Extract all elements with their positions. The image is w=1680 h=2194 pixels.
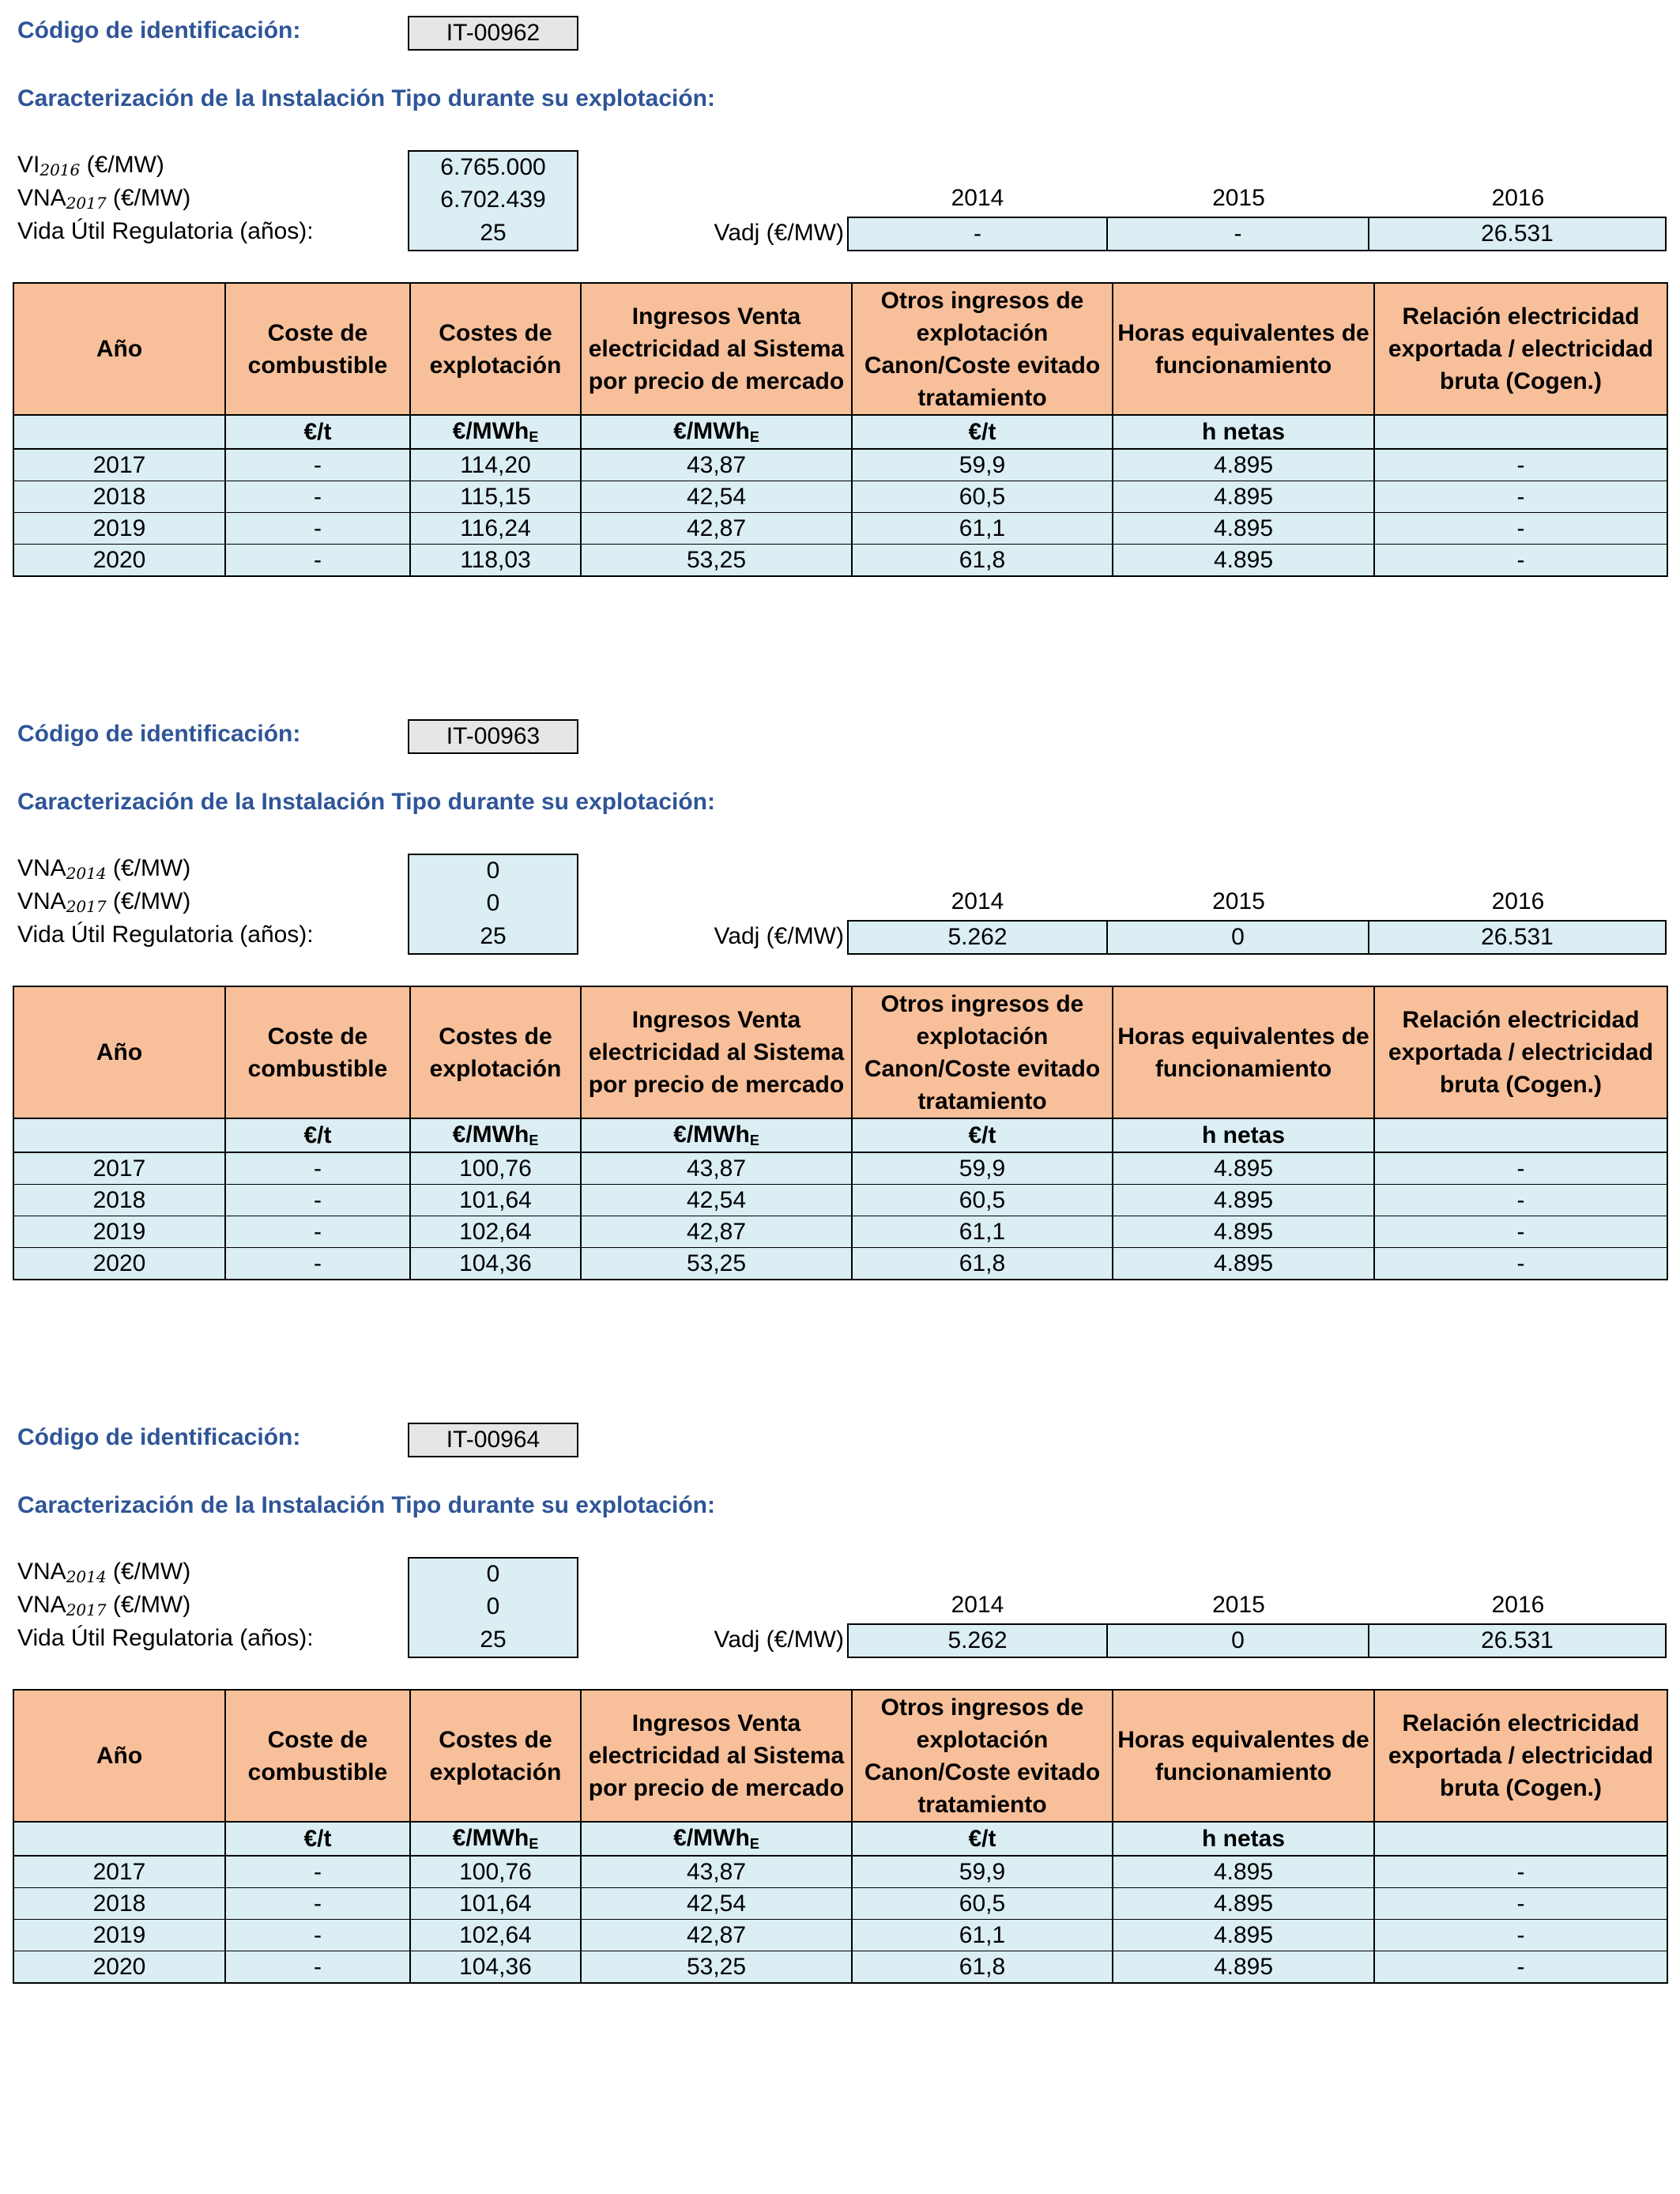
vadj-value-box: 26.531 [1368,217,1667,251]
unit-text: €/MWh [673,1825,750,1851]
param-label [17,1625,314,1652]
vadj-label: Vadj (€/MW) [714,220,844,246]
vadj-value-box: - [1106,217,1369,251]
cost-table [13,986,1668,1280]
section-subtitle: Caracterización de la Instalación Tipo durante su explotación: [17,1492,715,1518]
param-subscript: 2016 [40,160,81,179]
value-cell: 61,8 [852,545,1113,577]
value-cell: 43,87 [581,1856,852,1888]
value-cell: - [225,545,410,577]
value-cell: - [1374,513,1667,545]
value-cell: - [225,1920,410,1951]
unit-cell [581,415,852,449]
unit-subscript: E [749,1133,759,1148]
id-value-box: IT-00964 [408,1423,578,1457]
table-row [13,1216,1667,1248]
unit-cell [1113,415,1374,449]
unit-cell [852,1822,1113,1856]
unit-cell [410,1822,581,1856]
value-cell: 104,36 [410,1248,581,1280]
value-cell: 43,87 [581,449,852,481]
value-cell: - [1374,1216,1667,1248]
value-cell: - [225,1856,410,1888]
value-cell: 118,03 [410,545,581,577]
param-value-box: 25 [408,920,578,955]
param-suffix: (€/MW) [106,185,191,211]
unit-cell [225,1118,410,1152]
unit-subscript: E [529,429,539,445]
value-cell: 101,64 [410,1185,581,1216]
param-subscript: 2017 [66,194,107,213]
table-row [13,1951,1667,1984]
unit-cell [13,1118,225,1152]
units-row [13,1118,1667,1152]
param-label [17,218,314,245]
unit-cell [1374,1822,1667,1856]
vadj-value-box: 26.531 [1368,1623,1667,1658]
unit-text: €/MWh [452,1122,529,1148]
unit-cell [13,1822,225,1856]
unit-cell [225,1822,410,1856]
cost-table [13,1689,1668,1984]
unit-text: h netas [1201,1122,1286,1148]
value-cell: 61,1 [852,1216,1113,1248]
unit-cell [1374,1118,1667,1152]
column-header: Horas equivalentes de funcionamiento [1113,283,1374,415]
table-row [13,1888,1667,1920]
id-value-box: IT-00963 [408,719,578,754]
value-cell: 104,36 [410,1951,581,1984]
table-row [13,481,1667,513]
column-header: Relación electricidad exportada / electricidad bruta (Cogen.) [1374,1690,1667,1822]
vadj-year: 2014 [951,1592,1004,1618]
param-suffix: (€/MW) [106,888,191,914]
column-header: Costes de explotación [410,986,581,1118]
value-cell: 59,9 [852,1856,1113,1888]
header-row [13,986,1667,1118]
unit-cell [1374,415,1667,449]
column-header: Horas equivalentes de funcionamiento [1113,986,1374,1118]
value-cell: 102,64 [410,1920,581,1951]
value-cell: 61,8 [852,1248,1113,1280]
unit-subscript: E [529,1133,539,1148]
value-cell: 53,25 [581,1951,852,1984]
column-header: Otros ingresos de explotación Canon/Coste evitado tratamiento [852,986,1113,1118]
unit-subscript: E [749,1836,759,1852]
unit-text: €/t [968,1122,996,1148]
table-row [13,1920,1667,1951]
value-cell: 4.895 [1113,1951,1374,1984]
param-value-box: 0 [408,1557,578,1592]
vadj-year: 2014 [951,888,1004,914]
value-cell: 4.895 [1113,1856,1374,1888]
param-subscript: 2014 [66,1567,107,1586]
value-cell: 4.895 [1113,1248,1374,1280]
param-label [17,152,164,179]
year-cell: 2020 [13,1248,225,1280]
param-subscript: 2014 [66,864,107,883]
value-cell: 4.895 [1113,449,1374,481]
param-value-box: 6.765.000 [408,150,578,185]
value-cell: 4.895 [1113,1888,1374,1920]
id-label: Código de identificación: [17,17,301,43]
unit-cell [1113,1822,1374,1856]
value-cell: - [1374,1888,1667,1920]
year-cell: 2018 [13,1888,225,1920]
unit-cell [852,1118,1113,1152]
value-cell: 60,5 [852,481,1113,513]
value-cell: 59,9 [852,1152,1113,1185]
param-prefix: VNA [17,888,66,914]
unit-cell [852,415,1113,449]
value-cell: 115,15 [410,481,581,513]
id-label: Código de identificación: [17,1424,301,1450]
column-header: Año [13,986,225,1118]
vadj-value-box: 26.531 [1368,920,1667,955]
column-header: Horas equivalentes de funcionamiento [1113,1690,1374,1822]
value-cell: - [1374,545,1667,577]
value-cell: 101,64 [410,1888,581,1920]
value-cell: 4.895 [1113,1185,1374,1216]
unit-cell [1113,1118,1374,1152]
vadj-year: 2015 [1212,185,1265,211]
value-cell: 59,9 [852,449,1113,481]
value-cell: - [1374,1185,1667,1216]
unit-text: €/t [968,418,996,445]
unit-text: h netas [1201,418,1286,445]
value-cell: 100,76 [410,1152,581,1185]
unit-text: €/MWh [673,418,750,444]
unit-cell [410,415,581,449]
vadj-value-box: 0 [1106,1623,1369,1658]
param-label [17,1592,190,1619]
installation-block [0,1407,1680,2007]
value-cell: - [1374,1248,1667,1280]
unit-text: €/t [303,1122,332,1148]
value-cell: 114,20 [410,449,581,481]
vadj-value-box: 5.262 [847,920,1108,955]
value-cell: 42,54 [581,1185,852,1216]
vadj-label: Vadj (€/MW) [714,1627,844,1653]
value-cell: 53,25 [581,545,852,577]
vadj-year: 2016 [1491,888,1545,914]
value-cell: - [1374,1951,1667,1984]
header-row [13,283,1667,415]
installation-block [0,0,1680,601]
table-row [13,513,1667,545]
id-value-box: IT-00962 [408,16,578,51]
value-cell: - [1374,1856,1667,1888]
param-value-box: 0 [408,887,578,922]
column-header: Otros ingresos de explotación Canon/Coste evitado tratamiento [852,1690,1113,1822]
vadj-value-box: - [847,217,1108,251]
column-header: Coste de combustible [225,283,410,415]
param-suffix: (€/MW) [106,1592,191,1618]
unit-cell [581,1118,852,1152]
year-cell: 2017 [13,1856,225,1888]
value-cell: - [225,1216,410,1248]
column-header: Ingresos Venta electricidad al Sistema por precio de mercado [581,986,852,1118]
value-cell: 4.895 [1113,545,1374,577]
year-cell: 2018 [13,481,225,513]
column-header: Coste de combustible [225,986,410,1118]
value-cell: - [1374,449,1667,481]
param-suffix: (€/MW) [106,1559,191,1585]
units-row [13,1822,1667,1856]
param-label [17,1559,190,1586]
vadj-year: 2015 [1212,888,1265,914]
unit-text: h netas [1201,1825,1286,1852]
value-cell: - [225,449,410,481]
column-header: Relación electricidad exportada / electricidad bruta (Cogen.) [1374,283,1667,415]
value-cell: - [225,1248,410,1280]
param-prefix: VNA [17,1592,66,1618]
section-subtitle: Caracterización de la Instalación Tipo durante su explotación: [17,789,715,815]
section-subtitle: Caracterización de la Instalación Tipo durante su explotación: [17,85,715,111]
vadj-year: 2015 [1212,1592,1265,1618]
value-cell: 43,87 [581,1152,852,1185]
column-header: Otros ingresos de explotación Canon/Coste evitado tratamiento [852,283,1113,415]
installation-block [0,703,1680,1304]
vadj-year: 2016 [1491,1592,1545,1618]
column-header: Ingresos Venta electricidad al Sistema por precio de mercado [581,283,852,415]
param-value-box: 0 [408,1590,578,1625]
param-prefix: VI [17,152,40,178]
value-cell: - [225,1888,410,1920]
unit-text: €/t [968,1825,996,1852]
value-cell: - [225,513,410,545]
param-label [17,922,314,948]
param-value-box: 0 [408,854,578,888]
value-cell: 42,54 [581,1888,852,1920]
id-label: Código de identificación: [17,721,301,747]
year-cell: 2020 [13,545,225,577]
value-cell: 4.895 [1113,1152,1374,1185]
year-cell: 2019 [13,1920,225,1951]
value-cell: 4.895 [1113,1216,1374,1248]
param-prefix: Vida Útil Regulatoria (años): [17,218,314,244]
vadj-label: Vadj (€/MW) [714,923,844,949]
value-cell: 4.895 [1113,481,1374,513]
unit-subscript: E [529,1836,539,1852]
value-cell: 61,1 [852,1920,1113,1951]
table-row [13,1152,1667,1185]
value-cell: - [1374,1920,1667,1951]
unit-text: €/MWh [673,1122,750,1148]
vadj-year: 2016 [1491,185,1545,211]
value-cell: - [225,1152,410,1185]
param-value-box: 25 [408,1623,578,1658]
param-suffix: (€/MW) [80,152,164,178]
units-row [13,415,1667,449]
unit-text: €/t [303,418,332,445]
param-label [17,855,190,883]
unit-cell [13,415,225,449]
param-label [17,888,190,916]
param-prefix: VNA [17,1559,66,1585]
unit-subscript: E [749,429,759,445]
value-cell: 42,54 [581,481,852,513]
column-header: Año [13,283,225,415]
param-value-box: 6.702.439 [408,183,578,218]
param-subscript: 2017 [66,1600,107,1619]
value-cell: 60,5 [852,1888,1113,1920]
year-cell: 2019 [13,513,225,545]
column-header: Ingresos Venta electricidad al Sistema por precio de mercado [581,1690,852,1822]
column-header: Año [13,1690,225,1822]
unit-text: €/MWh [452,418,529,444]
column-header: Costes de explotación [410,1690,581,1822]
value-cell: - [225,481,410,513]
param-prefix: Vida Útil Regulatoria (años): [17,922,314,948]
year-cell: 2020 [13,1951,225,1984]
value-cell: - [225,1951,410,1984]
unit-text: €/t [303,1825,332,1852]
vadj-value-box: 5.262 [847,1623,1108,1658]
year-cell: 2017 [13,449,225,481]
value-cell: 42,87 [581,1920,852,1951]
value-cell: - [1374,1152,1667,1185]
header-row [13,1690,1667,1822]
table-row [13,1185,1667,1216]
param-label [17,185,190,213]
param-prefix: Vida Útil Regulatoria (años): [17,1625,314,1651]
vadj-year: 2014 [951,185,1004,211]
column-header: Relación electricidad exportada / electricidad bruta (Cogen.) [1374,986,1667,1118]
param-prefix: VNA [17,185,66,211]
value-cell: 61,1 [852,513,1113,545]
unit-cell [410,1118,581,1152]
unit-cell [225,415,410,449]
year-cell: 2017 [13,1152,225,1185]
value-cell: 102,64 [410,1216,581,1248]
value-cell: - [225,1185,410,1216]
column-header: Coste de combustible [225,1690,410,1822]
param-subscript: 2017 [66,897,107,916]
param-prefix: VNA [17,855,66,881]
cost-table [13,282,1668,577]
value-cell: - [1374,481,1667,513]
value-cell: 61,8 [852,1951,1113,1984]
param-value-box: 25 [408,217,578,251]
table-row [13,449,1667,481]
year-cell: 2018 [13,1185,225,1216]
unit-text: €/MWh [452,1825,529,1851]
year-cell: 2019 [13,1216,225,1248]
vadj-value-box: 0 [1106,920,1369,955]
value-cell: 60,5 [852,1185,1113,1216]
table-row [13,1856,1667,1888]
value-cell: 42,87 [581,1216,852,1248]
value-cell: 100,76 [410,1856,581,1888]
value-cell: 53,25 [581,1248,852,1280]
value-cell: 4.895 [1113,1920,1374,1951]
value-cell: 116,24 [410,513,581,545]
unit-cell [581,1822,852,1856]
param-suffix: (€/MW) [106,855,191,881]
table-row [13,1248,1667,1280]
value-cell: 4.895 [1113,513,1374,545]
value-cell: 42,87 [581,513,852,545]
column-header: Costes de explotación [410,283,581,415]
table-row [13,545,1667,577]
